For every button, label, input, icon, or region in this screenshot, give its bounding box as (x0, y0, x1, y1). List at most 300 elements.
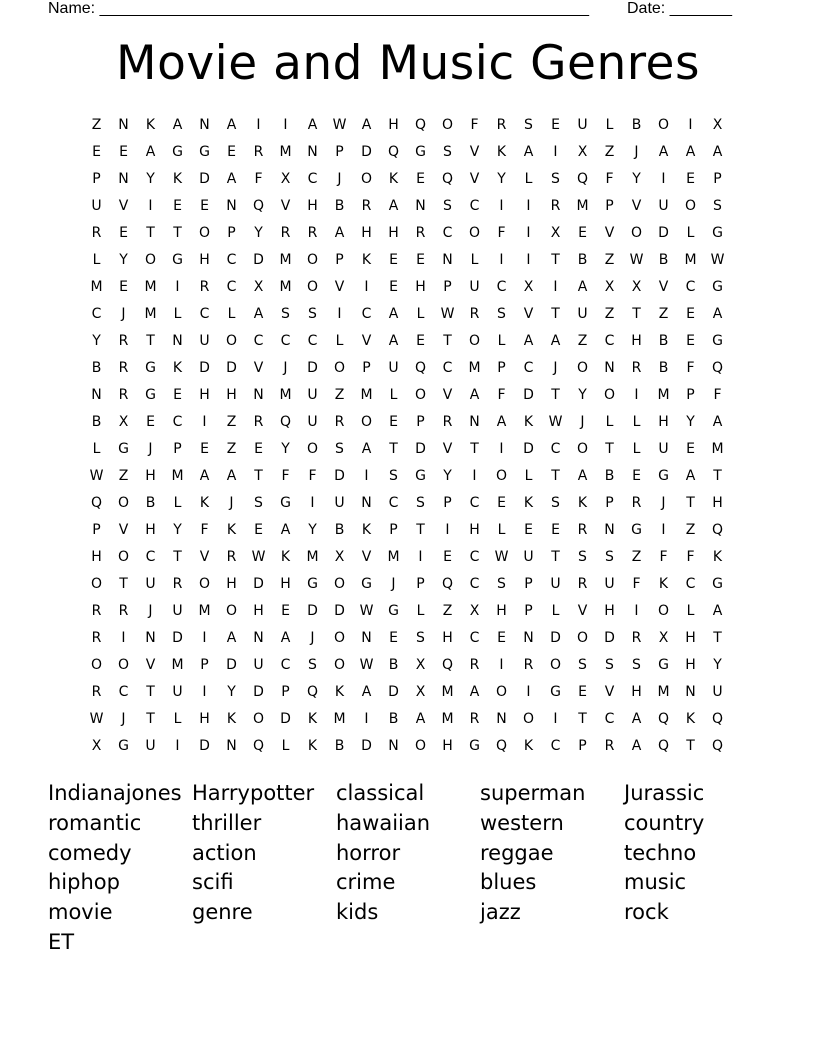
grid-letter[interactable]: Y (119, 251, 128, 268)
grid-letter[interactable]: A (388, 332, 399, 349)
grid-letter[interactable]: A (577, 278, 588, 295)
grid-letter[interactable]: P (92, 170, 101, 187)
grid-letter[interactable]: D (334, 467, 345, 484)
grid-letter[interactable]: N (91, 386, 102, 403)
grid-letter[interactable]: A (631, 710, 642, 727)
grid-letter[interactable]: D (550, 629, 561, 646)
grid-letter[interactable]: Q (711, 737, 724, 754)
grid-letter[interactable]: N (604, 521, 615, 538)
grid-letter[interactable]: A (226, 116, 237, 133)
grid-letter[interactable]: D (172, 629, 183, 646)
grid-letter[interactable]: Z (658, 305, 669, 322)
grid-letter[interactable]: N (307, 143, 318, 160)
grid-letter[interactable]: N (604, 359, 615, 376)
grid-letter[interactable]: K (172, 359, 183, 376)
grid-letter[interactable]: U (577, 305, 588, 322)
grid-letter[interactable]: O (117, 494, 130, 511)
grid-letter[interactable]: F (713, 386, 722, 403)
grid-letter[interactable]: I (121, 629, 126, 646)
grid-letter[interactable]: G (658, 467, 669, 484)
grid-letter[interactable]: O (576, 440, 589, 457)
grid-letter[interactable]: M (576, 197, 589, 214)
grid-letter[interactable]: O (252, 710, 265, 727)
grid-letter[interactable]: I (472, 467, 477, 484)
grid-letter[interactable]: O (657, 602, 670, 619)
grid-letter[interactable]: S (605, 656, 614, 673)
grid-letter[interactable]: F (497, 386, 506, 403)
grid-letter[interactable]: F (308, 467, 317, 484)
grid-letter[interactable]: D (280, 710, 291, 727)
grid-letter[interactable]: Z (685, 521, 696, 538)
grid-letter[interactable]: R (469, 305, 480, 322)
grid-letter[interactable]: F (686, 359, 695, 376)
grid-letter[interactable]: E (281, 602, 290, 619)
grid-letter[interactable]: P (227, 224, 236, 241)
grid-letter[interactable]: C (550, 737, 561, 754)
grid-letter[interactable]: V (118, 521, 129, 538)
grid-letter[interactable]: O (117, 548, 130, 565)
grid-letter[interactable]: T (578, 710, 587, 727)
grid-letter[interactable]: A (334, 224, 345, 241)
grid-letter[interactable]: C (685, 278, 696, 295)
grid-letter[interactable]: L (92, 251, 101, 268)
grid-letter[interactable]: I (364, 710, 369, 727)
grid-letter[interactable]: Q (252, 737, 265, 754)
grid-letter[interactable]: T (686, 494, 695, 511)
grid-letter[interactable]: K (361, 521, 372, 538)
grid-letter[interactable]: L (227, 305, 236, 322)
grid-letter[interactable]: M (468, 359, 481, 376)
grid-letter[interactable]: S (713, 197, 722, 214)
grid-letter[interactable]: S (497, 575, 506, 592)
grid-letter[interactable]: D (415, 440, 426, 457)
grid-letter[interactable]: Q (711, 521, 724, 538)
grid-letter[interactable]: H (415, 278, 426, 295)
grid-letter[interactable]: R (280, 224, 291, 241)
grid-letter[interactable]: P (524, 575, 533, 592)
grid-letter[interactable]: D (604, 629, 615, 646)
grid-letter[interactable]: E (173, 386, 182, 403)
grid-letter[interactable]: Q (495, 737, 508, 754)
grid-letter[interactable]: K (496, 143, 507, 160)
grid-letter[interactable]: K (334, 683, 345, 700)
grid-letter[interactable]: E (389, 629, 398, 646)
grid-letter[interactable]: D (307, 359, 318, 376)
grid-letter[interactable]: M (333, 710, 346, 727)
grid-letter[interactable]: A (172, 116, 183, 133)
grid-letter[interactable]: K (685, 710, 696, 727)
grid-letter[interactable]: N (685, 683, 696, 700)
grid-letter[interactable]: R (118, 386, 129, 403)
grid-letter[interactable]: L (470, 251, 479, 268)
grid-letter[interactable]: R (523, 656, 534, 673)
grid-letter[interactable]: C (226, 251, 237, 268)
grid-letter[interactable]: R (91, 683, 102, 700)
grid-letter[interactable]: Y (713, 656, 722, 673)
grid-letter[interactable]: V (469, 170, 480, 187)
grid-letter[interactable]: A (550, 332, 561, 349)
date-field-label[interactable]: Date: _______ (627, 0, 732, 17)
grid-letter[interactable]: H (199, 710, 210, 727)
grid-letter[interactable]: H (361, 224, 372, 241)
grid-letter[interactable]: K (307, 737, 318, 754)
grid-letter[interactable]: N (226, 737, 237, 754)
grid-letter[interactable]: D (307, 602, 318, 619)
grid-letter[interactable]: P (524, 602, 533, 619)
grid-letter[interactable]: K (523, 737, 534, 754)
grid-letter[interactable]: F (281, 467, 290, 484)
grid-letter[interactable]: B (658, 332, 669, 349)
grid-letter[interactable]: O (657, 116, 670, 133)
grid-letter[interactable]: O (414, 737, 427, 754)
grid-letter[interactable]: J (310, 629, 315, 646)
grid-letter[interactable]: Z (604, 305, 615, 322)
grid-letter[interactable]: O (495, 683, 508, 700)
grid-letter[interactable]: M (144, 278, 157, 295)
grid-letter[interactable]: M (279, 143, 292, 160)
grid-letter[interactable]: C (469, 197, 480, 214)
grid-letter[interactable]: C (685, 575, 696, 592)
grid-letter[interactable]: S (281, 305, 290, 322)
grid-letter[interactable]: E (119, 278, 128, 295)
grid-letter[interactable]: G (145, 386, 156, 403)
grid-letter[interactable]: T (551, 305, 560, 322)
grid-letter[interactable]: L (524, 170, 533, 187)
grid-letter[interactable]: C (280, 656, 291, 673)
grid-letter[interactable]: E (416, 332, 425, 349)
grid-letter[interactable]: C (307, 332, 318, 349)
grid-letter[interactable]: V (253, 359, 264, 376)
grid-letter[interactable]: J (580, 413, 585, 430)
grid-letter[interactable]: D (334, 602, 345, 619)
grid-letter[interactable]: S (497, 305, 506, 322)
grid-letter[interactable]: D (199, 737, 210, 754)
grid-letter[interactable]: P (686, 386, 695, 403)
grid-letter[interactable]: E (578, 683, 587, 700)
grid-letter[interactable]: T (713, 467, 722, 484)
grid-letter[interactable]: K (199, 494, 210, 511)
grid-letter[interactable]: P (416, 413, 425, 430)
grid-letter[interactable]: G (712, 332, 723, 349)
grid-letter[interactable]: R (361, 197, 372, 214)
grid-letter[interactable]: L (416, 305, 425, 322)
grid-letter[interactable]: S (443, 143, 452, 160)
grid-letter[interactable]: U (658, 440, 669, 457)
grid-letter[interactable]: C (307, 170, 318, 187)
grid-letter[interactable]: U (145, 575, 156, 592)
grid-letter[interactable]: P (335, 251, 344, 268)
grid-letter[interactable]: E (686, 170, 695, 187)
grid-letter[interactable]: P (578, 737, 587, 754)
grid-letter[interactable]: N (523, 629, 534, 646)
grid-letter[interactable]: W (629, 251, 644, 268)
grid-letter[interactable]: U (172, 683, 183, 700)
grid-letter[interactable]: U (388, 359, 399, 376)
grid-letter[interactable]: O (90, 656, 103, 673)
grid-letter[interactable]: I (445, 521, 450, 538)
grid-letter[interactable]: E (416, 170, 425, 187)
grid-letter[interactable]: A (361, 440, 372, 457)
grid-letter[interactable]: V (280, 197, 291, 214)
grid-letter[interactable]: E (200, 197, 209, 214)
grid-letter[interactable]: P (281, 683, 290, 700)
grid-letter[interactable]: X (658, 629, 669, 646)
grid-letter[interactable]: E (443, 548, 452, 565)
grid-letter[interactable]: M (711, 440, 724, 457)
grid-letter[interactable]: V (145, 656, 156, 673)
grid-letter[interactable]: Q (387, 143, 400, 160)
grid-letter[interactable]: E (119, 224, 128, 241)
grid-letter[interactable]: Y (173, 521, 182, 538)
grid-letter[interactable]: C (172, 413, 183, 430)
grid-letter[interactable]: A (307, 116, 318, 133)
grid-letter[interactable]: E (146, 413, 155, 430)
grid-letter[interactable]: T (254, 467, 263, 484)
grid-letter[interactable]: S (524, 116, 533, 133)
grid-letter[interactable]: I (202, 413, 207, 430)
grid-letter[interactable]: D (658, 224, 669, 241)
grid-letter[interactable]: R (577, 521, 588, 538)
grid-letter[interactable]: G (658, 656, 669, 673)
grid-letter[interactable]: I (283, 116, 288, 133)
grid-letter[interactable]: H (226, 386, 237, 403)
grid-letter[interactable]: M (360, 386, 373, 403)
grid-letter[interactable]: L (605, 413, 614, 430)
grid-letter[interactable]: A (496, 413, 507, 430)
grid-letter[interactable]: N (361, 629, 372, 646)
grid-letter[interactable]: S (551, 170, 560, 187)
grid-letter[interactable]: Y (578, 386, 587, 403)
grid-letter[interactable]: R (442, 413, 453, 430)
grid-letter[interactable]: B (631, 116, 642, 133)
grid-letter[interactable]: G (388, 602, 399, 619)
grid-letter[interactable]: V (361, 332, 372, 349)
grid-letter[interactable]: J (148, 602, 153, 619)
grid-letter[interactable]: A (226, 170, 237, 187)
grid-letter[interactable]: H (145, 467, 156, 484)
grid-letter[interactable]: T (146, 683, 155, 700)
grid-letter[interactable]: I (175, 737, 180, 754)
grid-letter[interactable]: T (551, 548, 560, 565)
grid-letter[interactable]: Q (279, 413, 292, 430)
grid-letter[interactable]: K (172, 170, 183, 187)
grid-letter[interactable]: T (173, 548, 182, 565)
grid-letter[interactable]: U (253, 656, 264, 673)
name-field-label[interactable]: Name: _______________________________________________________ (48, 0, 589, 17)
grid-letter[interactable]: C (280, 332, 291, 349)
grid-letter[interactable]: W (548, 413, 563, 430)
grid-letter[interactable]: L (632, 413, 641, 430)
grid-letter[interactable]: P (443, 278, 452, 295)
grid-letter[interactable]: M (441, 683, 454, 700)
grid-letter[interactable]: Y (497, 170, 506, 187)
grid-letter[interactable]: C (496, 278, 507, 295)
grid-letter[interactable]: J (391, 575, 396, 592)
grid-letter[interactable]: E (686, 440, 695, 457)
grid-letter[interactable]: G (415, 467, 426, 484)
grid-letter[interactable]: M (279, 386, 292, 403)
grid-letter[interactable]: P (335, 143, 344, 160)
grid-letter[interactable]: T (713, 629, 722, 646)
grid-letter[interactable]: X (604, 278, 615, 295)
grid-letter[interactable]: M (171, 656, 184, 673)
grid-letter[interactable]: E (389, 278, 398, 295)
grid-letter[interactable]: N (442, 251, 453, 268)
grid-letter[interactable]: C (469, 494, 480, 511)
grid-letter[interactable]: C (604, 332, 615, 349)
grid-letter[interactable]: U (604, 575, 615, 592)
grid-letter[interactable]: T (551, 467, 560, 484)
grid-letter[interactable]: W (440, 305, 455, 322)
grid-letter[interactable]: L (173, 494, 182, 511)
grid-letter[interactable]: I (499, 251, 504, 268)
grid-letter[interactable]: Q (90, 494, 103, 511)
grid-letter[interactable]: Y (227, 683, 236, 700)
grid-letter[interactable]: Y (254, 224, 263, 241)
grid-letter[interactable]: O (198, 575, 211, 592)
grid-letter[interactable]: O (468, 332, 481, 349)
grid-letter[interactable]: A (361, 683, 372, 700)
grid-letter[interactable]: Q (306, 683, 319, 700)
grid-letter[interactable]: A (361, 116, 372, 133)
grid-letter[interactable]: F (632, 575, 641, 592)
grid-letter[interactable]: U (307, 413, 318, 430)
grid-letter[interactable]: E (173, 197, 182, 214)
grid-letter[interactable]: U (658, 197, 669, 214)
grid-letter[interactable]: F (497, 224, 506, 241)
grid-letter[interactable]: I (256, 116, 261, 133)
grid-letter[interactable]: I (499, 440, 504, 457)
grid-letter[interactable]: B (91, 359, 102, 376)
grid-letter[interactable]: Q (441, 656, 454, 673)
grid-letter[interactable]: K (523, 413, 534, 430)
grid-letter[interactable]: A (523, 143, 534, 160)
grid-letter[interactable]: O (414, 386, 427, 403)
grid-letter[interactable]: R (118, 332, 129, 349)
grid-letter[interactable]: I (661, 170, 666, 187)
grid-letter[interactable]: G (118, 737, 129, 754)
grid-letter[interactable]: E (254, 440, 263, 457)
grid-letter[interactable]: I (634, 386, 639, 403)
grid-letter[interactable]: A (388, 305, 399, 322)
grid-letter[interactable]: N (415, 197, 426, 214)
grid-letter[interactable]: Q (441, 170, 454, 187)
grid-letter[interactable]: C (523, 359, 534, 376)
grid-letter[interactable]: Z (118, 467, 129, 484)
grid-letter[interactable]: N (172, 332, 183, 349)
grid-letter[interactable]: O (576, 359, 589, 376)
grid-letter[interactable]: T (443, 332, 452, 349)
grid-letter[interactable]: K (361, 251, 372, 268)
grid-letter[interactable]: X (334, 548, 345, 565)
grid-letter[interactable]: G (172, 251, 183, 268)
grid-letter[interactable]: L (281, 737, 290, 754)
grid-letter[interactable]: B (658, 359, 669, 376)
grid-letter[interactable]: Y (308, 521, 317, 538)
grid-letter[interactable]: X (415, 656, 426, 673)
grid-letter[interactable]: V (361, 548, 372, 565)
grid-letter[interactable]: C (469, 629, 480, 646)
grid-letter[interactable]: T (416, 521, 425, 538)
grid-letter[interactable]: E (416, 251, 425, 268)
grid-letter[interactable]: A (469, 683, 480, 700)
grid-letter[interactable]: U (550, 575, 561, 592)
grid-letter[interactable]: X (469, 602, 480, 619)
grid-letter[interactable]: U (145, 737, 156, 754)
grid-letter[interactable]: G (631, 521, 642, 538)
grid-letter[interactable]: H (253, 602, 264, 619)
grid-letter[interactable]: O (333, 629, 346, 646)
grid-letter[interactable]: E (389, 251, 398, 268)
grid-letter[interactable]: Q (711, 359, 724, 376)
grid-letter[interactable]: N (253, 386, 264, 403)
grid-letter[interactable]: W (332, 116, 347, 133)
grid-letter[interactable]: O (225, 332, 238, 349)
grid-letter[interactable]: C (226, 278, 237, 295)
grid-letter[interactable]: D (361, 737, 372, 754)
grid-letter[interactable]: X (415, 683, 426, 700)
grid-letter[interactable]: F (686, 548, 695, 565)
grid-letter[interactable]: H (199, 251, 210, 268)
grid-letter[interactable]: K (226, 521, 237, 538)
grid-letter[interactable]: P (173, 440, 182, 457)
grid-letter[interactable]: H (658, 413, 669, 430)
grid-letter[interactable]: F (659, 548, 668, 565)
grid-letter[interactable]: D (523, 440, 534, 457)
grid-letter[interactable]: M (387, 548, 400, 565)
grid-letter[interactable]: A (280, 521, 291, 538)
grid-letter[interactable]: M (171, 467, 184, 484)
grid-letter[interactable]: T (551, 251, 560, 268)
grid-letter[interactable]: Z (577, 332, 588, 349)
grid-letter[interactable]: E (497, 629, 506, 646)
grid-letter[interactable]: I (499, 197, 504, 214)
grid-letter[interactable]: A (712, 602, 723, 619)
grid-letter[interactable]: I (526, 197, 531, 214)
grid-letter[interactable]: R (334, 413, 345, 430)
grid-letter[interactable]: G (415, 143, 426, 160)
grid-letter[interactable]: C (469, 548, 480, 565)
grid-letter[interactable]: O (603, 386, 616, 403)
grid-letter[interactable]: O (333, 575, 346, 592)
grid-letter[interactable]: G (712, 224, 723, 241)
grid-letter[interactable]: U (469, 278, 480, 295)
grid-letter[interactable]: I (526, 224, 531, 241)
grid-letter[interactable]: R (91, 602, 102, 619)
grid-letter[interactable]: H (712, 494, 723, 511)
grid-letter[interactable]: O (468, 224, 481, 241)
grid-letter[interactable]: N (145, 629, 156, 646)
grid-letter[interactable]: Q (657, 710, 670, 727)
grid-letter[interactable]: C (469, 575, 480, 592)
grid-letter[interactable]: A (226, 467, 237, 484)
grid-letter[interactable]: T (389, 440, 398, 457)
grid-letter[interactable]: A (685, 143, 696, 160)
grid-letter[interactable]: L (173, 305, 182, 322)
grid-letter[interactable]: G (712, 278, 723, 295)
grid-letter[interactable]: G (712, 575, 723, 592)
grid-letter[interactable]: S (632, 656, 641, 673)
grid-letter[interactable]: H (631, 683, 642, 700)
grid-letter[interactable]: L (335, 332, 344, 349)
grid-letter[interactable]: L (173, 710, 182, 727)
grid-letter[interactable]: O (144, 251, 157, 268)
grid-letter[interactable]: J (337, 170, 342, 187)
grid-letter[interactable]: M (306, 548, 319, 565)
grid-letter[interactable]: E (254, 521, 263, 538)
grid-letter[interactable]: N (199, 116, 210, 133)
grid-letter[interactable]: G (361, 575, 372, 592)
